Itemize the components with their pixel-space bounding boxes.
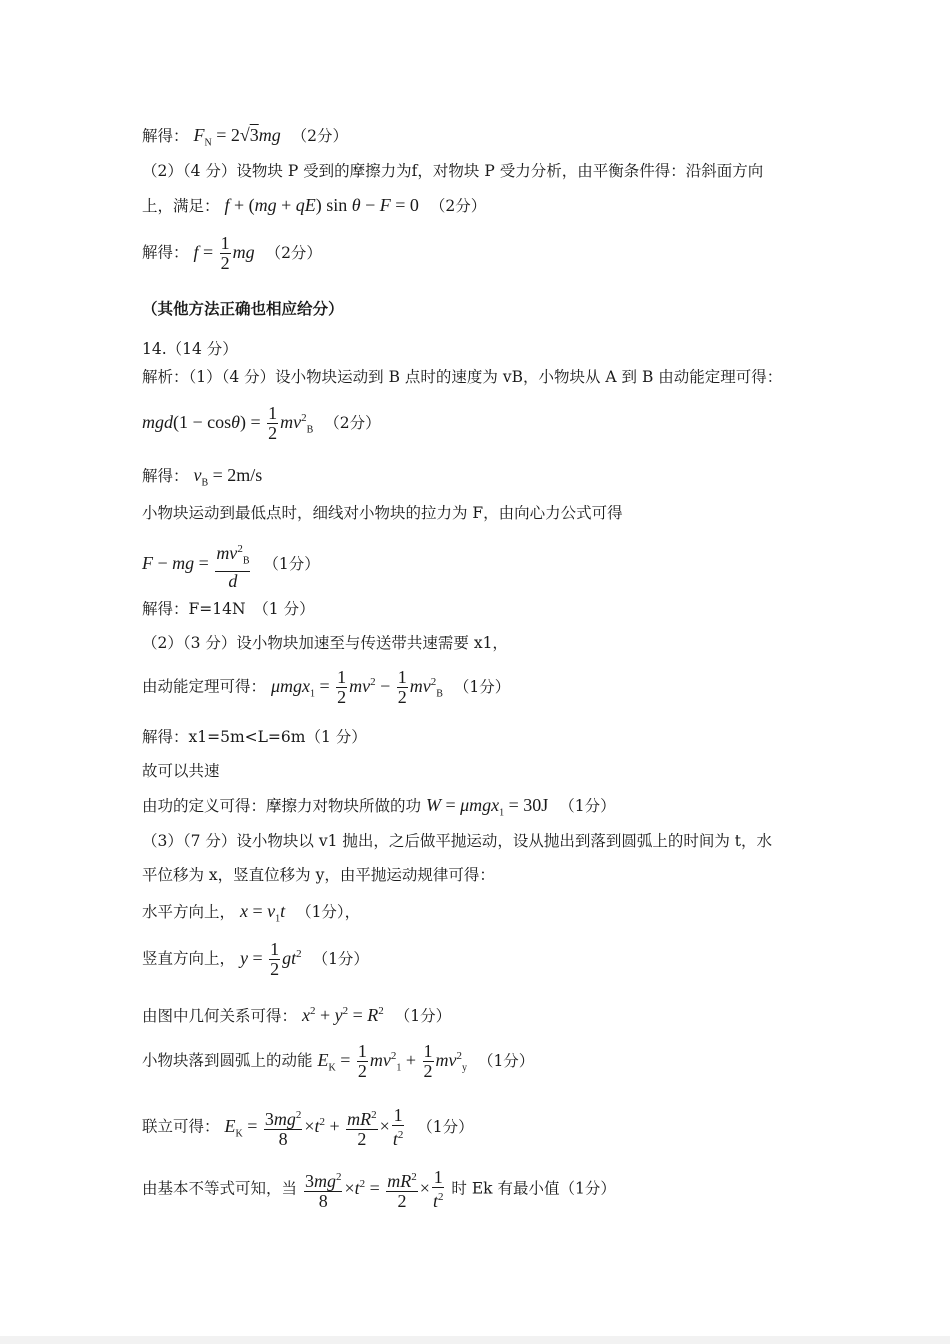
- line-centripetal-intro: 小物块运动到最低点时，细线对小物块的拉力为 F，由向心力公式可得: [142, 504, 623, 522]
- line-q14-title: 14.（14 分）: [142, 340, 238, 358]
- text: 联立可得：: [142, 1117, 220, 1136]
- points: （1分）: [559, 797, 616, 815]
- text: 解得：: [142, 243, 189, 262]
- line-centripetal-eq: [142, 540, 320, 591]
- line-inequality: [142, 1168, 616, 1211]
- line-q14-analysis: 解析：（1）（4 分）设小物块运动到 B 点时的速度为 vB，小物块从 A 到 B 由动能定理可得：: [142, 368, 783, 386]
- points: （1分）: [394, 1007, 452, 1025]
- points: （1分），: [296, 903, 361, 921]
- formula: $x^2 + y^2 = R^2$: [301, 1005, 384, 1025]
- text: 时 Ek 有最小值（1分）: [451, 1179, 616, 1198]
- line-part2-q14: （2）（3 分）设小物块加速至与传送带共速需要 x1，: [142, 634, 508, 652]
- text: 解得：: [142, 127, 189, 145]
- points: （1分）: [263, 555, 320, 574]
- line-geometry: [142, 1000, 451, 1027]
- formula: $E_K$ = $\frac{1}{2}$ $mv^2_1$ + $\frac{1}{2}$ $mv^2_y$: [317, 1041, 467, 1081]
- text: 水平方向上，: [142, 903, 236, 921]
- line-energy-eq: [142, 404, 381, 443]
- points: （1分）: [453, 677, 511, 696]
- formula: f + (mg + qE) sin θ − F = 0: [224, 195, 419, 215]
- line-work: [142, 794, 616, 825]
- text: 由基本不等式可知，当: [142, 1179, 298, 1198]
- formula: y = $\frac{1}{2}$ $gt^2$: [239, 939, 302, 979]
- line-other-methods: （其他方法正确也相应给分）: [142, 299, 344, 318]
- formula: $\frac{3mg^2}{8}$ $\times t^2$ = $\frac{mR^2}{2}$ × $\frac{1}{t^2}$: [304, 1167, 444, 1211]
- line-vertical: [142, 940, 369, 979]
- line-solution-F: 解得：F=14N （1 分）: [142, 600, 315, 618]
- line-solution-f: [142, 234, 322, 273]
- text: 由功的定义可得：摩擦力对物块所做的功: [142, 797, 422, 815]
- line-same-speed: 故可以共速: [142, 762, 220, 780]
- points: （2分）: [265, 243, 322, 262]
- line-part3-intro2: 平位移为 x，竖直位移为 y，由平抛运动规律可得：: [142, 866, 495, 884]
- formula: F − mg = $\frac{mv^2_B}{d}$: [142, 553, 252, 573]
- line-solution-x1: 解得：x1=5m<L=6m（1 分）: [142, 728, 367, 746]
- text: 小物块落到圆弧上的动能: [142, 1051, 313, 1070]
- line-solution-fn: [142, 124, 348, 155]
- formula: mgd(1 − cosθ) = $\frac{1}{2}$ $mv^2_B$: [142, 403, 314, 443]
- formula: $v_B = 2m/s$: [193, 465, 263, 489]
- formula: μmgx$_1$ = $\frac{1}{2}$ $mv^2$ − $\frac{1}{2}$ $mv^2_B$: [270, 667, 443, 707]
- formula: $E_K$ = $\frac{3mg^2}{8}$ $\times t^2$ + $\frac{mR^2}{2}$ × $\frac{1}{t^2}$: [224, 1105, 404, 1149]
- text: 解得：: [142, 467, 189, 485]
- line-part3-intro: （3）（7 分）设小物块以 v1 抛出，之后做平抛运动，设从抛出到落到圆弧上的时间为 t，水: [142, 832, 773, 850]
- text: 由图中几何关系可得：: [142, 1007, 298, 1025]
- formula: $F_N = 2√3mg$: [193, 125, 281, 149]
- line-part2-intro: （2）（4 分）设物块 P 受到的摩擦力为f，对物块 P 受力分析，由平衡条件得：沿斜面方向: [142, 162, 764, 180]
- text: 由动能定理可得：: [142, 677, 267, 696]
- line-horizontal: [142, 900, 360, 931]
- formula: f = $\frac{1}{2}$ mg: [193, 233, 255, 273]
- line-combined: [142, 1106, 474, 1149]
- points: （2分）: [291, 127, 349, 145]
- line-kinetic: [142, 1042, 534, 1081]
- page-bottom-edge: [0, 1336, 950, 1344]
- line-balance-eq: [142, 194, 486, 217]
- line-energy-eq2: [142, 668, 510, 707]
- points: （1分）: [477, 1051, 535, 1070]
- points: （1分）: [417, 1117, 474, 1136]
- text: 竖直方向上，: [142, 949, 236, 968]
- points: （2分）: [324, 413, 381, 432]
- points: （2分）: [429, 197, 487, 215]
- line-solution-vb: [142, 464, 262, 495]
- formula: $x = v_1t$: [239, 901, 286, 925]
- points: （1分）: [312, 949, 369, 968]
- text: 上，满足：: [142, 197, 220, 215]
- formula: W = μmgx$_1$ = 30J: [425, 795, 549, 819]
